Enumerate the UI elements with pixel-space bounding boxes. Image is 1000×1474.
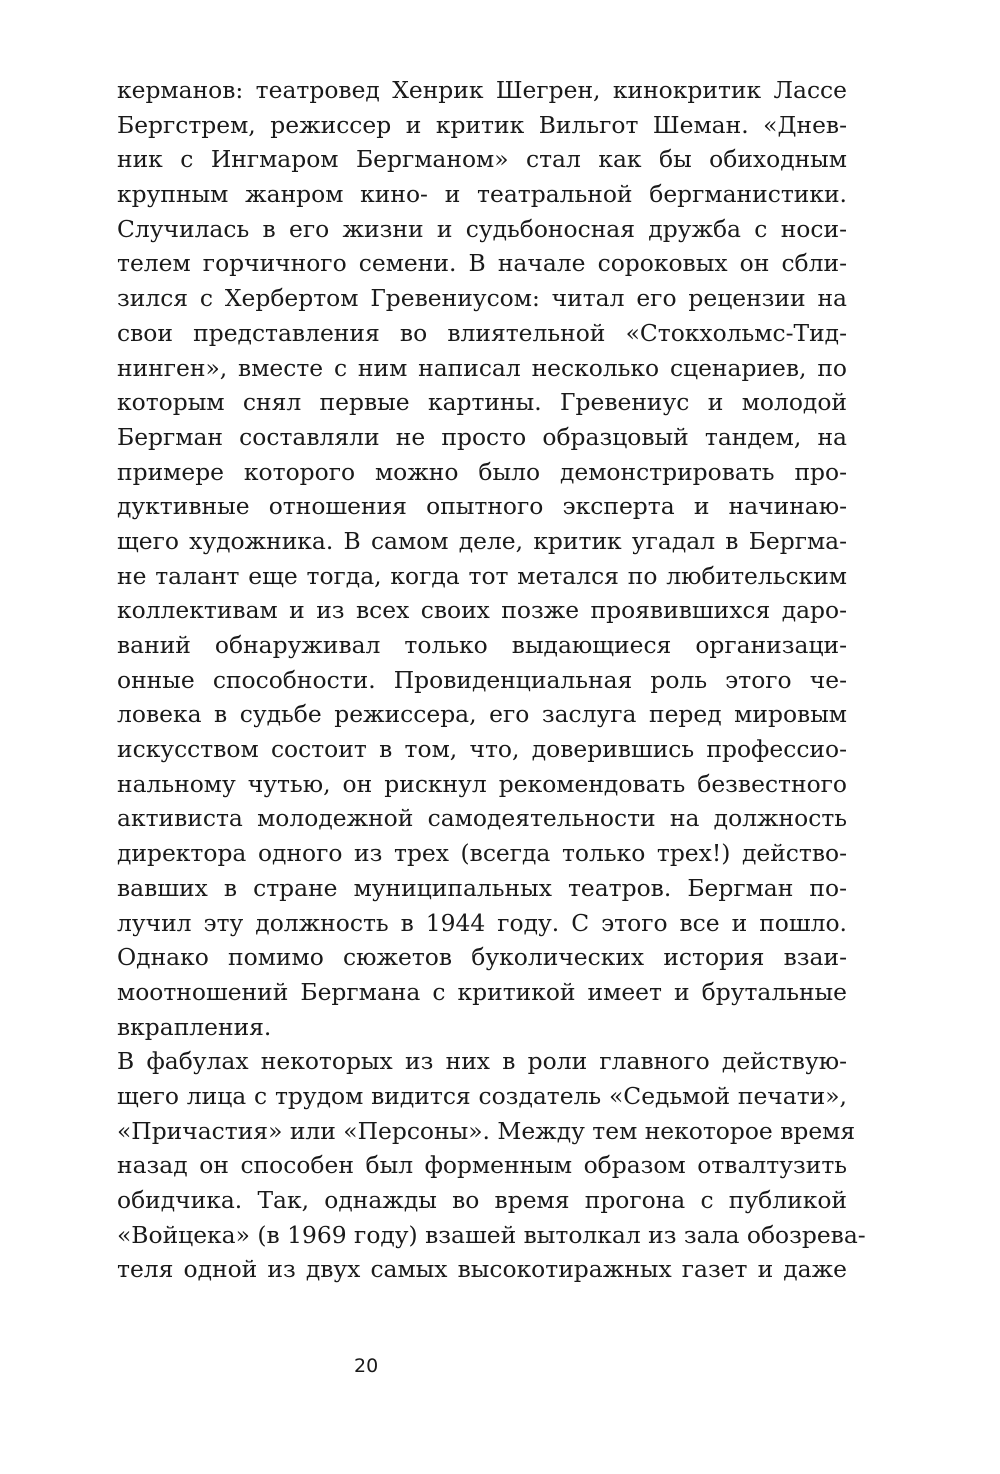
text-line: Бергман составляли не просто образцовый тандем, на: [117, 422, 847, 451]
text-line: директора одного из трех (всегда только трех!) действо-: [117, 839, 847, 868]
text-line: назад он способен был форменным образом отвалтузить: [117, 1151, 847, 1180]
page-number: 20: [354, 1355, 379, 1377]
text-line: дуктивные отношения опытного эксперта и начинаю-: [117, 492, 847, 521]
text-line: крупным жанром кино- и театральной бергманистики.: [117, 180, 847, 209]
text-line: Однако помимо сюжетов буколических история взаи-: [117, 943, 847, 972]
text-line: ловека в судьбе режиссера, его заслуга перед мировым: [117, 700, 847, 729]
text-line: нальному чутью, он рискнул рекомендовать безвестного: [117, 769, 847, 798]
text-line: Случилась в его жизни и судьбоносная дружба с носи-: [117, 214, 847, 243]
text-line: свои представления во влиятельной «Стокхольмс-Тид-: [117, 318, 847, 347]
text-line: нинген», вместе с ним написал несколько сценариев, по: [117, 353, 847, 382]
text-line: обидчика. Так, однажды во время прогона с публикой: [117, 1186, 847, 1214]
text-line: щего лица с трудом видится создатель «Седьмой печати»,: [117, 1081, 847, 1110]
text-line: примере которого можно было демонстрировать про-: [117, 457, 847, 486]
body-text: [117, 73, 866, 1287]
text-line: вавших в стране муниципальных театров. Бергман по-: [117, 873, 847, 902]
text-line: «Причастия» или «Персоны». Между тем некоторое время: [117, 1116, 856, 1145]
text-line: Бергстрем, режиссер и критик Вильгот Шеман. «Днев-: [117, 110, 847, 139]
text-line: «Войцека» (в 1969 году) взашей вытолкал из зала обозрева-: [117, 1220, 866, 1249]
text-line: ник с Ингмаром Бергманом» стал как бы обиходным: [117, 145, 847, 174]
text-line: коллективам и из всех своих позже проявившихся даро-: [117, 596, 847, 625]
text-line: В фабулах некоторых из них в роли главного действую-: [117, 1047, 847, 1076]
text-line: ваний обнаруживал только выдающиеся организаци-: [117, 631, 847, 659]
text-line: теля одной из двух самых высокотиражных газет и даже: [117, 1255, 847, 1284]
text-line: моотношений Бергмана с критикой имеет и брутальные: [117, 977, 847, 1006]
text-line: вкрапления.: [117, 1012, 272, 1041]
text-line: которым снял первые картины. Гревениус и молодой: [117, 388, 847, 417]
text-line: щего художника. В самом деле, критик угадал в Бергма-: [117, 526, 847, 555]
text-line: активиста молодежной самодеятельности на должность: [117, 804, 847, 833]
text-line: не талант еще тогда, когда тот метался по любительским: [117, 561, 847, 590]
text-line: искусством состоит в том, что, доверившись профессио-: [117, 735, 847, 764]
text-line: онные способности. Провиденциальная роль этого че-: [117, 665, 847, 694]
text-line: керманов: театровед Хенрик Шегрен, кинокритик Лассе: [117, 76, 847, 104]
text-line: лучил эту должность в 1944 году. С этого все и пошло.: [117, 908, 847, 937]
text-line: зился с Хербертом Гревениусом: читал его рецензии на: [117, 284, 847, 313]
text-line: телем горчичного семени. В начале сороковых он сбли-: [117, 249, 847, 278]
